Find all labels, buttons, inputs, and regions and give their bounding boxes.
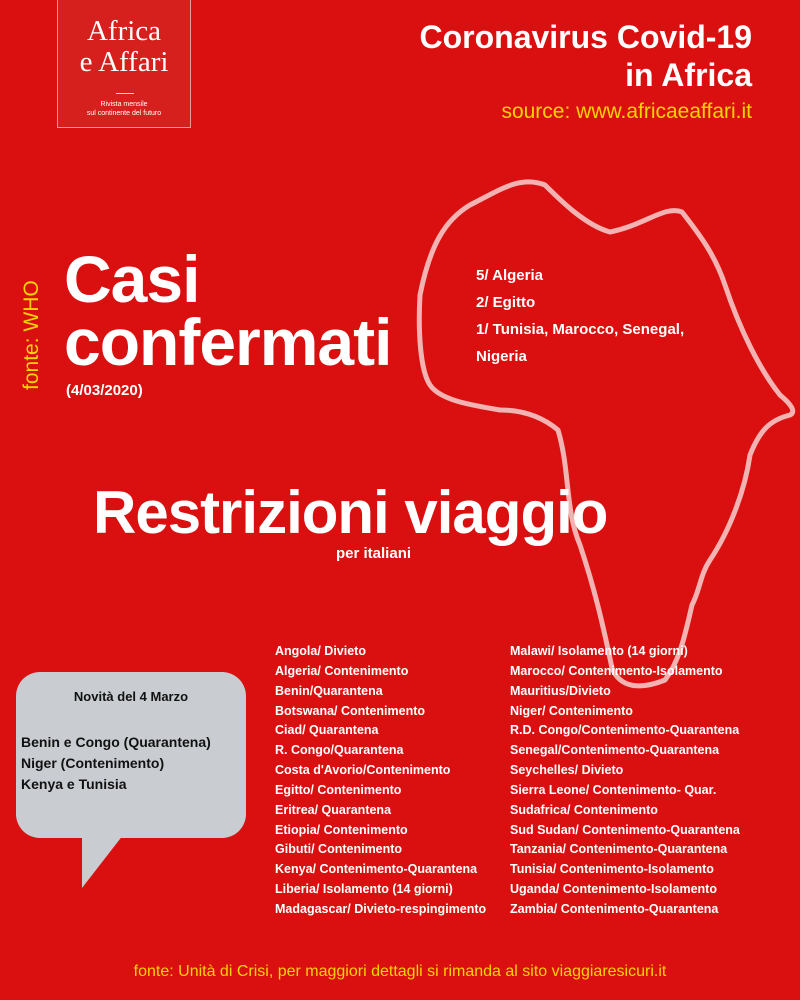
list-item: Kenya e Tunisia xyxy=(21,776,127,792)
list-item: 1/ Tunisia, Marocco, Senegal, xyxy=(476,321,685,338)
list-item: Malawi/ Isolamento (14 giorni) xyxy=(510,644,688,658)
footer-source: fonte: Unità di Crisi, per maggiori dettagli si rimanda al sito viaggiaresicuri.it xyxy=(133,963,667,980)
list-item: Tanzania/ Contenimento-Quarantena xyxy=(510,842,728,857)
list-item: Zambia/ Contenimento-Quarantena xyxy=(510,901,719,916)
cases-date: (4/03/2020) xyxy=(66,382,143,399)
list-item: Sud Sudan/ Contenimento-Quarantena xyxy=(510,822,740,837)
list-item: Gibuti/ Contenimento xyxy=(275,842,403,857)
news-bubble xyxy=(16,672,246,838)
list-item: Niger/ Contenimento xyxy=(510,703,633,718)
list-item: Etiopia/ Contenimento xyxy=(275,822,408,837)
list-item: Kenya/ Contenimento-Quarantena xyxy=(275,862,478,877)
list-item: Botswana/ Contenimento xyxy=(275,703,426,718)
page-title: Coronavirus Covid-19 in Africa xyxy=(419,19,752,93)
list-item: Algeria/ Contenimento xyxy=(275,663,409,678)
list-item: Liberia/ Isolamento (14 giorni) xyxy=(275,882,453,897)
news-list xyxy=(21,732,211,795)
list-item: Benin e Congo (Quarantena) xyxy=(21,734,211,750)
list-item: Nigeria xyxy=(476,348,527,365)
list-item: Mauritius/Divieto xyxy=(510,683,611,698)
cases-source-label: fonte: WHO xyxy=(20,280,43,390)
list-item: Eritrea/ Quarantena xyxy=(275,802,392,817)
list-item: Tunisia/ Contenimento-Isolamento xyxy=(510,862,714,877)
list-item: Angola/ Divieto xyxy=(275,644,366,658)
source-link[interactable]: source: www.africaeaffari.it xyxy=(501,100,752,123)
logo-brand: Africa e Affari xyxy=(79,15,169,78)
list-item: Ciad/ Quarantena xyxy=(275,723,379,738)
list-item: R. Congo/Quarantena xyxy=(275,743,404,758)
logo-tagline: Rivista mensile sul continente del futuro xyxy=(86,101,162,117)
list-item: Costa d'Avorio/Contenimento xyxy=(275,763,451,778)
list-item: 5/ Algeria xyxy=(476,267,543,284)
list-item: Senegal/Contenimento-Quarantena xyxy=(510,743,720,758)
list-item: Benin/Quarantena xyxy=(275,683,383,698)
list-item: Niger (Contenimento) xyxy=(21,755,165,771)
list-item: Sudafrica/ Contenimento xyxy=(510,802,658,817)
list-item: R.D. Congo/Contenimento-Quarantena xyxy=(510,723,740,738)
list-item: Uganda/ Contenimento-Isolamento xyxy=(510,882,717,897)
list-item: Madagascar/ Divieto-respingimento xyxy=(275,901,487,916)
restrictions-subtitle: per italiani xyxy=(336,545,412,562)
list-item: Marocco/ Contenimento-Isolamento xyxy=(510,663,723,678)
list-item: Sierra Leone/ Contenimento- Quar. xyxy=(510,782,717,797)
restrictions-heading: Restrizioni viaggio xyxy=(93,479,608,546)
list-item: 2/ Egitto xyxy=(476,294,536,311)
news-heading: Novità del 4 Marzo xyxy=(73,689,189,704)
list-item: Seychelles/ Divieto xyxy=(510,763,624,778)
cases-heading: Casi confermati xyxy=(64,242,392,379)
list-item: Egitto/ Contenimento xyxy=(275,782,402,797)
